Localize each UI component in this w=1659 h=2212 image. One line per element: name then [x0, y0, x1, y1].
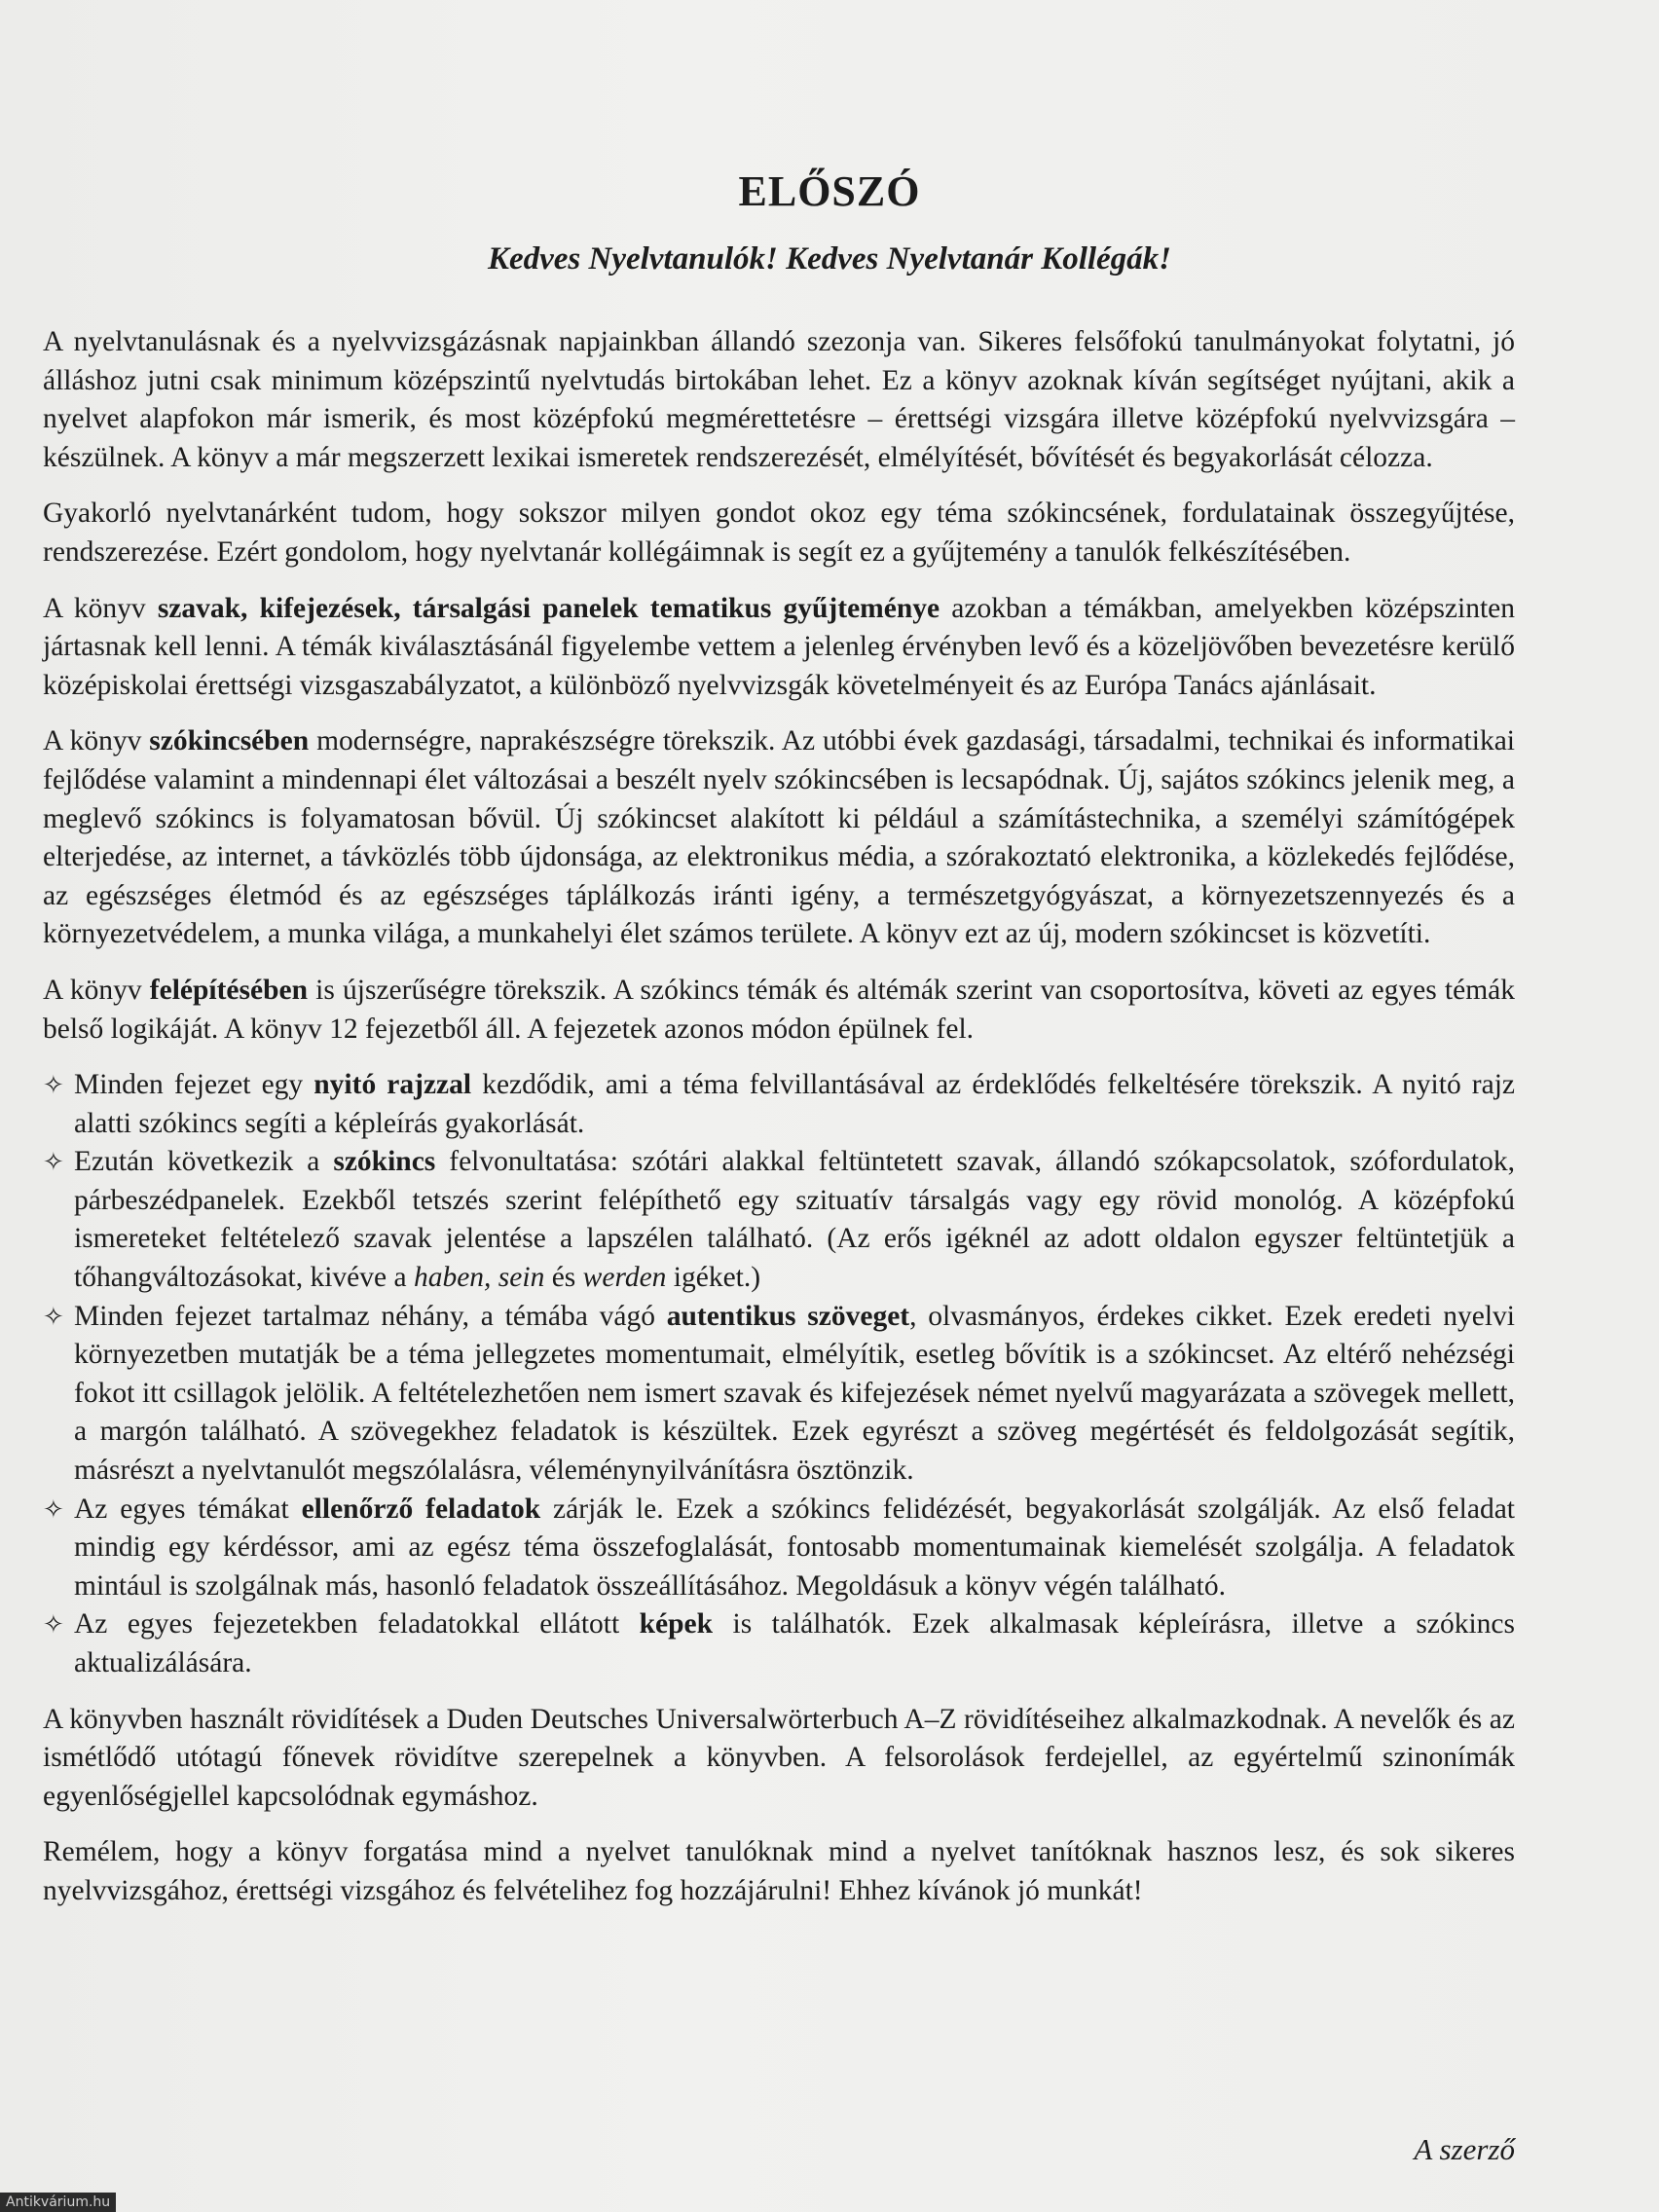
bold-run: szókincs [333, 1146, 436, 1178]
text-run: és [544, 1262, 583, 1294]
paragraph-intro: A nyelvtanulásnak és a nyelvvizsgázásnak napjainkban állandó szezonja van. Sikeres felsőfokú tanulmányokat folytatni, jó álláshoz jutni csak minimum középszintű nyelvtudás birtokában lehet. Ez a könyv azoknak kíván segítséget nyújtani, akik a nyelvet alapfokon már ismerik, és most középfokú megmérettetésre – érettségi vizsgára illetve középfokú nyelvvizsgára – készülnek. A könyv a már megszerzett lexikai ismeretek rendszerezését, elmélyítését, bővítését és begyakorlását célozza. [43, 326, 1515, 473]
text-run: is újszerűségre törekszik. A szókincs témák és altémák szerint van csoportosítva, követi az egyes témák belső logikáját. A könyv 12 fejezetből áll. A fejezetek azonos módon épülnek fel. [43, 974, 1515, 1045]
page-subtitle: Kedves Nyelvtanulók! Kedves Nyelvtanár Kollégák! [487, 241, 1172, 276]
text-run: zárják le. Ezek a szókincs felidézését, begyakorlását szolgálják. Az első feladat mindig egy kérdéssor, ami az egész téma összefoglalását, fontosabb momentumainak kiemelését szolgálja. A feladatok mintául is szolgálnak más, hasonló feladatok összeállításához. Megoldásuk a könyv végén található. [74, 1493, 1515, 1602]
text-run: igéket.) [666, 1262, 761, 1294]
text-run: Az egyes fejezetekben feladatokkal ellátott [74, 1608, 640, 1641]
text-run: A könyv [43, 974, 150, 1006]
page-title: ELŐSZÓ [738, 167, 921, 216]
author-signature: A szerző [1414, 2132, 1515, 2166]
body-text [43, 323, 1515, 1929]
text-run: , olvasmányos, érdekes cikket. Ezek eredeti nyelvi környezetben mutatják be a téma jellegzetes momentumait, elmélyítik, esetleg bővítik is a szókincset. Az eltérő nehézségi fokot itt csillagok jelölik. A feltételezhetően nem ismert szavak és kifejezések német nyelvű magyarázata a szövegek mellett, a margón található. A szövegekhez feladatok is készültek. Ezek egyrészt a szöveg megértését és feldolgozását segítik, másrészt a nyelvtanulót megszólalásra, véleménynyilvánításra ösztönzik. [74, 1300, 1515, 1487]
sparkle-bullet-icon: ✧ [43, 1071, 64, 1100]
italic-run: haben, sein [413, 1262, 545, 1294]
text-run: Minden fejezet tartalmaz néhány, a témába vágó [74, 1300, 667, 1332]
bold-run: autentikus szöveget [666, 1300, 910, 1332]
list-item [43, 1066, 1515, 1143]
text-run: azokban a témákban, amelyekben középszinten jártasnak kell lenni. A témák kiválasztásánál figyelembe vettem a jelenleg érvényben levő és a közeljövőben bevezetésre kerülő középiskolai érettségi vizsgaszabályzatot, a különböző nyelvvizsgák követelményeit és az Európa Tanács ajánlásait. [43, 592, 1516, 701]
text-run: Az egyes témákat [74, 1493, 302, 1525]
bold-run: nyitó rajzzal [313, 1069, 472, 1101]
text-run: is találhatók. Ezek alkalmasak képleírásra, illetve a szókincs aktualizálására. [74, 1608, 1515, 1678]
sparkle-bullet-icon: ✧ [43, 1302, 64, 1331]
bold-run: ellenőrző feladatok [301, 1493, 541, 1525]
sparkle-bullet-icon: ✧ [43, 1148, 64, 1177]
list-item [43, 1143, 1515, 1297]
paragraph-structure [43, 972, 1515, 1049]
paragraph-collection [43, 590, 1515, 706]
text-run: modernségre, naprakészségre törekszik. Az utóbbi évek gazdasági, társadalmi, technikai és informatikai fejlődése valamint a mindennapi élet változásai a beszélt nyelv szókincsében is lecsapódnak. Új, sajátos szókincs jelenik meg, a meglevő szókincs is folyamatosan bővül. Új szókincset alakított ki például a számítástechnika, a személyi számítógépek elterjedése, az internet, a távközlés több újdonsága, az elektronikus média, a szórakoztató elektronika, a közlekedés fejlődése, az egészséges életmód és az egészséges táplálkozás iránti igény, a természetgyógyászat, a környezetszennyezés és a környezetvédelem, a munka világa, a munkahelyi élet számos területe. A könyv ezt az új, modern szókincset is közvetíti. [43, 725, 1515, 950]
text-run: Ezután következik a [74, 1146, 334, 1178]
list-item [43, 1605, 1515, 1682]
paragraph-closing: Remélem, hogy a könyv forgatása mind a nyelvet tanulóknak mind a nyelvet tanítóknak hasznos lesz, és sok sikeres nyelvvizsgához, érettségi vizsgához és felvételihez fog hozzájárulni! Ehhez kívánok jó munkát! [43, 1836, 1515, 1906]
italic-run: werden [582, 1262, 667, 1294]
watermark: Antikvárium.hu [0, 2193, 116, 2212]
structure-list [43, 1066, 1515, 1683]
text-run: felvonultatása: szótári alakkal feltüntetett szavak, állandó szókapcsolatok, szófordulatok, párbeszédpanelek. Ezekből tetszés szerint felépíthető egy szituatív társalgás vagy egy rövid monológ. A középfokú ismereteket feltételező szavak jelentése a lapszélen található. (Az erős igéknél az adott oldalon egyszer feltüntetjük a tőhangváltozásokat, kivéve a [74, 1146, 1515, 1294]
text-run: A könyv [43, 725, 150, 757]
text-run: A könyv [43, 592, 158, 624]
text-run: kezdődik, ami a téma felvillantásával az érdeklődés felkeltésére törekszik. A nyitó rajz alatti szókincs segíti a képleírás gyakorlását. [74, 1069, 1516, 1139]
sparkle-bullet-icon: ✧ [43, 1494, 64, 1524]
bold-run: szavak, kifejezések, társalgási panelek tematikus gyűjteménye [157, 592, 940, 624]
paragraph-vocabulary [43, 722, 1515, 954]
paragraph-teacher: Gyakorló nyelvtanárként tudom, hogy sokszor milyen gondot okoz egy téma szókincsének, fordulatainak összegyűjtése, rendszerezése. Ezért gondolom, hogy nyelvtanár kollégáimnak is segít ez a gyűjtemény a tanulók felkészítésében. [43, 498, 1515, 568]
list-item [43, 1298, 1515, 1491]
list-item [43, 1491, 1515, 1606]
sparkle-bullet-icon: ✧ [43, 1610, 64, 1640]
bold-run: felépítésében [149, 974, 308, 1006]
text-run: Minden fejezet egy [74, 1069, 314, 1101]
bold-run: képek [639, 1608, 714, 1641]
bold-run: szókincsében [149, 725, 310, 757]
paragraph-abbreviations: A könyvben használt rövidítések a Duden Deutsches Universalwörterbuch A–Z rövidítéseihez alkalmazkodnak. A nevelők és az ismétlődő utótagú főnevek rövidítve szerepelnek a könyvben. A felsorolások ferdejellel, az egyértelmű szinonímák egyenlőségjellel kapcsolódnak egymáshoz. [43, 1703, 1515, 1812]
